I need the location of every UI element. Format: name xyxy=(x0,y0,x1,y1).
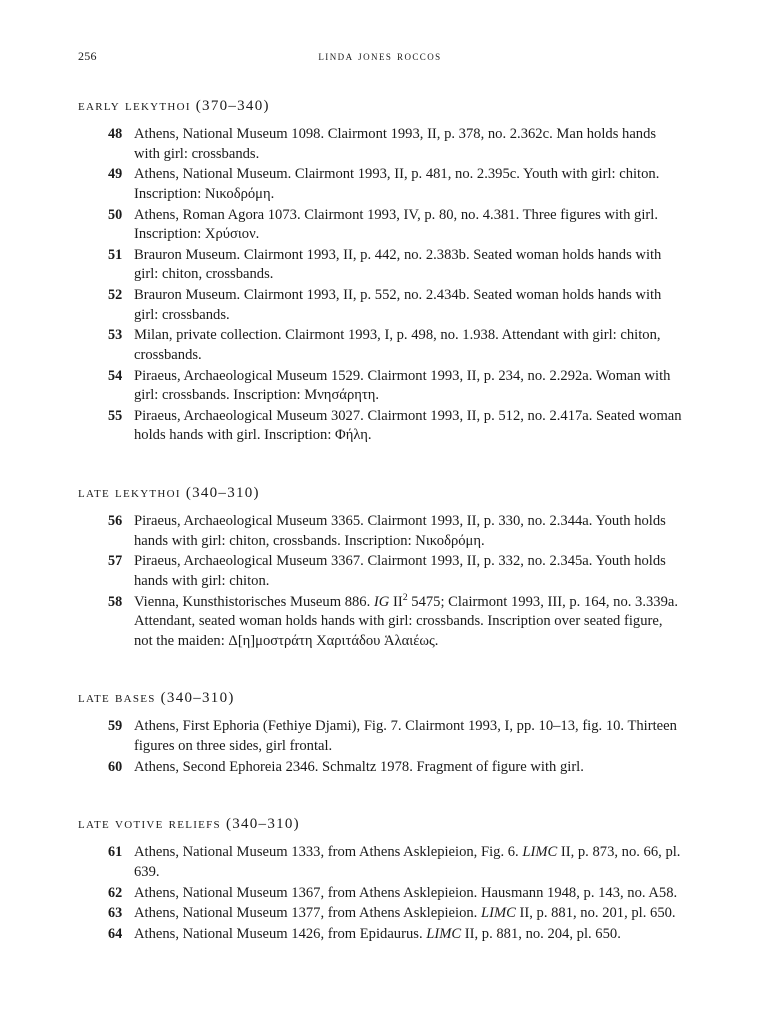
entry-number: 56 xyxy=(108,513,123,529)
catalogue-entry xyxy=(108,206,682,245)
catalogue-entry xyxy=(108,246,682,285)
running-head-title: linda jones roccos xyxy=(318,48,442,63)
catalogue-entry xyxy=(108,367,682,406)
entry-list xyxy=(78,843,682,944)
catalogue-entry xyxy=(108,593,682,652)
entry-number: 55 xyxy=(108,407,123,424)
catalogue-entry xyxy=(108,884,682,904)
section-late-bases xyxy=(78,690,682,777)
entry-number: 49 xyxy=(108,166,123,183)
entry-number: 51 xyxy=(108,246,123,263)
entry-list xyxy=(78,125,682,446)
catalogue-entry xyxy=(108,904,682,924)
entry-number: 63 xyxy=(108,905,123,922)
entry-text: Athens, First Ephoria (Fethiye Djami), Fig. 7. Clairmont 1993, I, pp. 10–13, fig. 10. Thirteen figures on three sides, girl frontal. xyxy=(134,718,677,754)
section-gap xyxy=(78,472,682,485)
entry-number: 61 xyxy=(108,844,123,861)
entry-number: 53 xyxy=(108,327,123,344)
entry-text: Athens, National Museum 1377, from Athens Asklepieion. LIMC II, p. 881, no. 201, pl. 650. xyxy=(134,905,676,922)
entry-list xyxy=(78,512,682,651)
entry-text: Athens, National Museum. Clairmont 1993, II, p. 481, no. 2.395c. Youth with girl: chiton. Inscription: Νικοδρόμη. xyxy=(134,166,660,202)
entry-text: Vienna, Kunsthistorisches Museum 886. IG $II^2$ 5475; Clairmont 1993, III, p. 164, no. 3.339a. Attendant, seated woman holds hands with girl: crossbands. Inscription over seated figure, not the maiden: Δ[η]μοστράτη Χαριτάδου Ἁλαιέως. xyxy=(134,591,679,649)
entry-number: 57 xyxy=(108,553,123,570)
catalogue-entry xyxy=(108,407,682,446)
entry-text: Piraeus, Archaeological Museum 1529. Clairmont 1993, II, p. 234, no. 2.292a. Woman with girl: crossbands. Inscription: Μνησάρητη. xyxy=(134,367,671,404)
entry-text: Athens, National Museum 1367, from Athens Asklepieion. Hausmann 1948, p. 143, no. A58. xyxy=(134,884,678,901)
entry-text: Athens, Roman Agora 1073. Clairmont 1993, IV, p. 80, no. 4.381. Three figures with girl. Inscription: Χρύσιον. xyxy=(134,206,658,243)
section-heading: late votive reliefs (340–310) xyxy=(78,816,300,833)
catalogue-entry xyxy=(108,925,682,945)
entry-number: 58 xyxy=(108,593,123,610)
entry-text: Athens, Second Ephoreia 2346. Schmaltz 1978. Fragment of figure with girl. xyxy=(134,758,584,775)
catalogue-entry xyxy=(108,326,682,365)
section-gap xyxy=(78,803,682,816)
entry-text: Piraeus, Archaeological Museum 3027. Clairmont 1993, II, p. 512, no. 2.417a. Seated woman holds hands with girl. Inscription: Φήλη. xyxy=(134,407,682,444)
catalogue-entry xyxy=(108,165,682,204)
entry-number: 48 xyxy=(108,126,123,142)
section-heading: late lekythoi (340–310) xyxy=(78,485,260,501)
catalogue-entry xyxy=(108,512,682,551)
entry-number: 60 xyxy=(108,758,123,775)
entry-number: 62 xyxy=(108,884,123,901)
catalogue-entry xyxy=(108,717,682,756)
running-head xyxy=(78,48,682,64)
section-early-lekythoi xyxy=(78,98,682,446)
entry-text: Brauron Museum. Clairmont 1993, II, p. 552, no. 2.434b. Seated woman holds hands with girl: crossbands. xyxy=(134,287,662,323)
page-number: 256 xyxy=(78,49,97,63)
section-heading: late bases (340–310) xyxy=(78,690,235,707)
section-heading: early lekythoi (370–340) xyxy=(78,98,270,114)
entry-text: Brauron Museum. Clairmont 1993, II, p. 442, no. 2.383b. Seated woman holds hands with girl: chiton, crossbands. xyxy=(134,246,662,283)
entry-text: Milan, private collection. Clairmont 1993, I, p. 498, no. 1.938. Attendant with girl: chiton, crossbands. xyxy=(134,327,661,363)
entry-text: Athens, National Museum 1426, from Epidaurus. LIMC II, p. 881, no. 204, pl. 650. xyxy=(134,925,621,942)
catalogue-entry xyxy=(108,552,682,591)
section-late-votive-reliefs xyxy=(78,816,682,944)
catalogue-entry xyxy=(108,125,682,164)
catalogue-entry xyxy=(108,843,682,882)
entry-number: 54 xyxy=(108,367,123,384)
catalogue-entry xyxy=(108,758,682,778)
catalogue-body xyxy=(78,98,682,944)
catalogue-entry xyxy=(108,286,682,325)
entry-text: Athens, National Museum 1333, from Athens Asklepieion, Fig. 6. LIMC II, p. 873, no. 66, pl. 639. xyxy=(134,844,681,880)
entry-text: Piraeus, Archaeological Museum 3365. Clairmont 1993, II, p. 330, no. 2.344a. Youth holds hands with girl: chiton, crossbands. Inscription: Νικοδρόμη. xyxy=(134,513,666,549)
entry-text: Athens, National Museum 1098. Clairmont 1993, II, p. 378, no. 2.362c. Man holds hands with girl: crossbands. xyxy=(134,126,657,162)
entry-list xyxy=(78,717,682,777)
section-gap xyxy=(78,677,682,690)
entry-text: Piraeus, Archaeological Museum 3367. Clairmont 1993, II, p. 332, no. 2.345a. Youth holds hands with girl: chiton. xyxy=(134,553,666,589)
entry-number: 64 xyxy=(108,925,123,942)
entry-number: 52 xyxy=(108,287,123,303)
entry-number: 59 xyxy=(108,718,123,735)
entry-number: 50 xyxy=(108,206,123,223)
section-late-lekythoi xyxy=(78,485,682,651)
